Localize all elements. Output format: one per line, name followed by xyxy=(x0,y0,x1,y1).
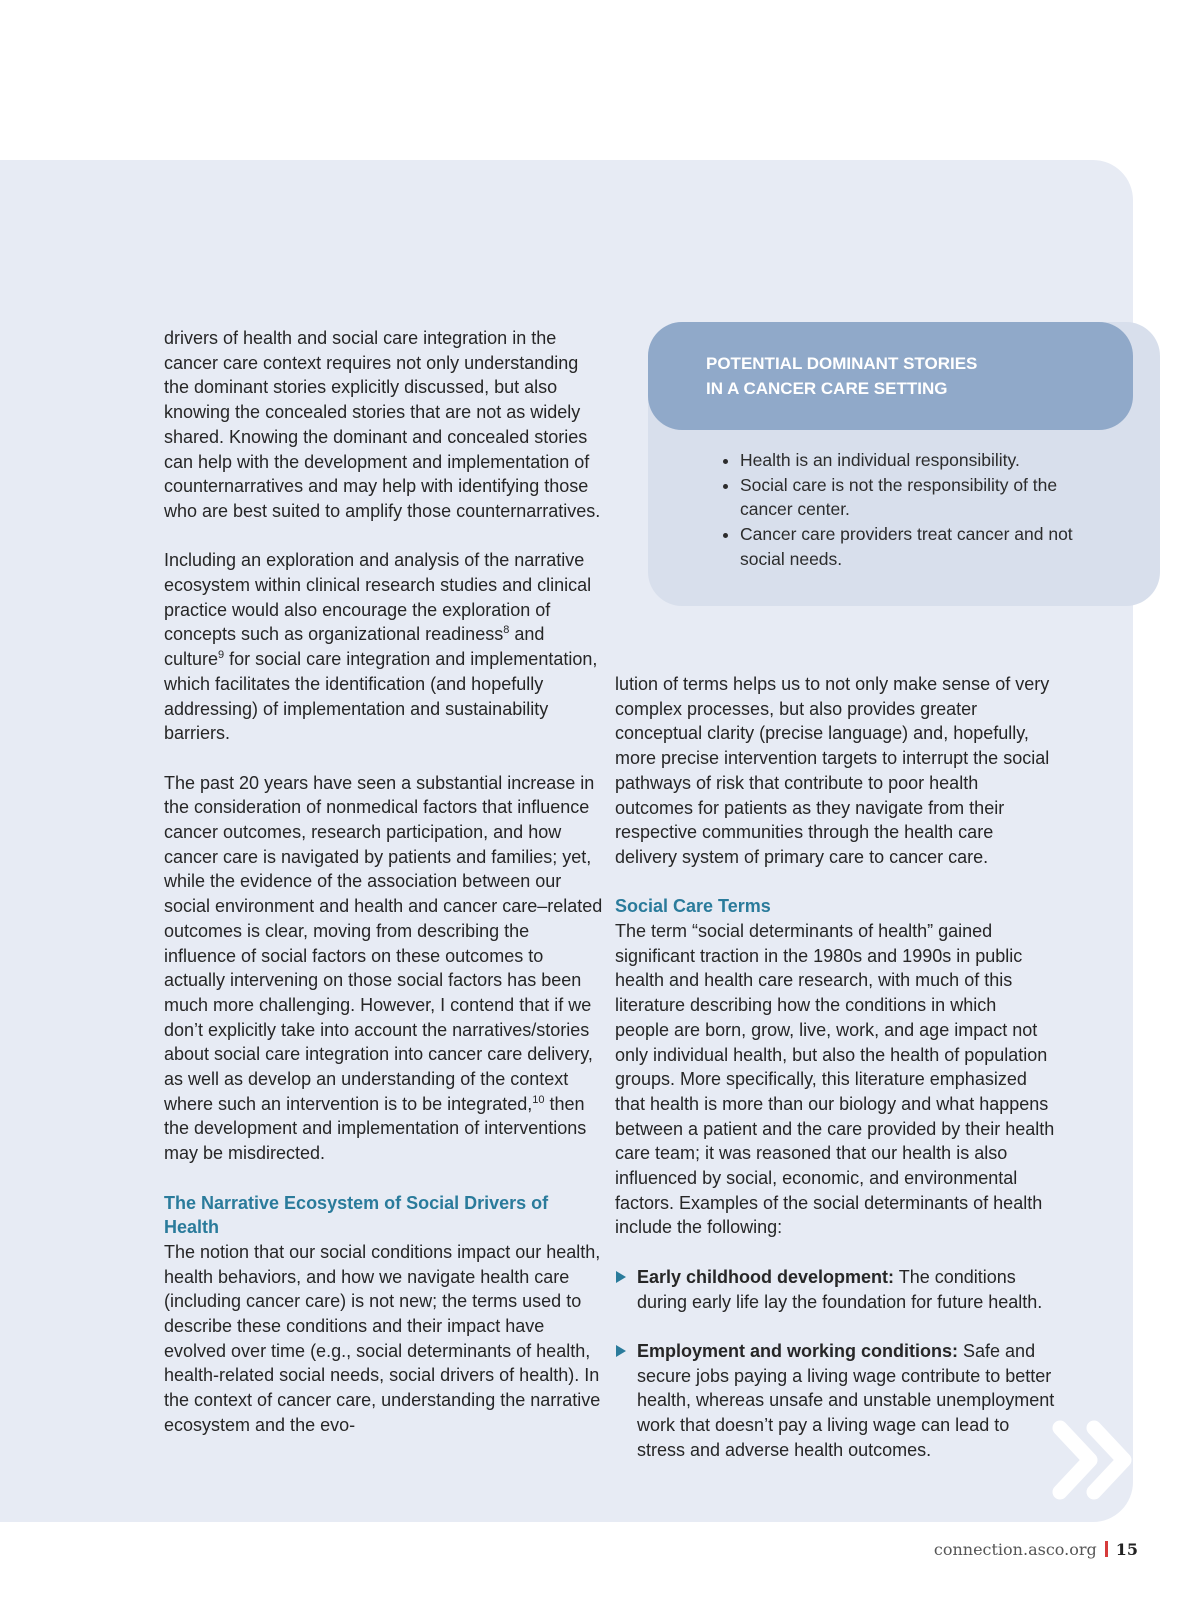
left-column xyxy=(164,326,604,1438)
sidebar-header xyxy=(648,322,1133,430)
text-run: Including an exploration and analysis of the narrative ecosystem within clinical research studies and clinical practice would also encourage the exploration of concepts such as organizational readiness xyxy=(164,550,592,645)
text-run: for social care integration and implementation, which facilitates the identification (and hopefully addressing) of implementation and sustainability barriers. xyxy=(164,649,598,744)
left-paragraph-4: The notion that our social conditions impact our health, health behaviors, and how we navigate health care (including cancer care) is not new; the terms used to describe these conditions and their impact have evolved over time (e.g., social determinants of health, health-related social needs, social drivers of health). In the context of cancer care, understanding the narrative ecosystem and the evo- xyxy=(164,1241,601,1435)
bullet-term: Early childhood development: xyxy=(637,1266,895,1287)
footer-site: connection.asco.org xyxy=(933,1540,1097,1559)
footnote-ref: 9 xyxy=(218,649,225,662)
triangle-bullet-icon xyxy=(616,1271,626,1283)
bullet-text: Safe and secure jobs paying a living wage contribute to better health, whereas unsafe and unstable unemployment work that doesn’t pay a living wage can lead to stress and adverse health outcomes. xyxy=(637,1340,1055,1460)
bullet-text: The conditions during early life lay the foundation for future health. xyxy=(637,1266,1043,1312)
triangle-bullet-icon xyxy=(616,1345,626,1357)
double-chevron-right-icon xyxy=(1052,1420,1142,1500)
sidebar-list-item: • Cancer care providers treat cancer and not social needs. xyxy=(740,522,1100,571)
list-item xyxy=(615,1339,1055,1463)
bullet-term: Employment and working conditions: xyxy=(637,1340,959,1361)
determinants-list xyxy=(615,1265,1055,1463)
footnote-ref: 10 xyxy=(532,1093,545,1106)
footnote-ref: 8 xyxy=(503,624,510,637)
text-run: The past 20 years have seen a substantial increase in the consideration of nonmedical factors that influence cancer outcomes, research participation, and how cancer care is navigated by patients and families; yet, while the evidence of the association between our social environment and health and cancer care–related outcomes is clear, moving from describing the influence of social factors on these outcomes to actually intervening on those social factors has been much more challenging. However, I contend that if we don’t explicitly take into account the narratives/stories about social care integration into cancer care delivery, as well as develop an understanding of the context where such an intervention is to be integrated, xyxy=(164,772,603,1114)
page-number: 15 xyxy=(1115,1540,1138,1559)
list-item xyxy=(615,1265,1055,1314)
left-paragraph-2 xyxy=(164,548,604,746)
text-run: then the development and implementation of interventions may be misdirected. xyxy=(164,1093,587,1164)
section-heading: The Narrative Ecosystem of Social Drivers of Health xyxy=(164,1192,549,1238)
sidebar-list-item: • Social care is not the responsibility of the cancer center. xyxy=(740,473,1100,522)
page-footer xyxy=(934,1540,1138,1559)
sidebar-title-line: POTENTIAL DOMINANT STORIES xyxy=(706,354,978,373)
sidebar-box xyxy=(648,322,1160,606)
right-column xyxy=(615,672,1055,1462)
left-paragraph-1: drivers of health and social care integration in the cancer care context requires not only understanding the dominant stories explicitly discussed, but also knowing the concealed stories that are not as widely shared. Knowing the dominant and concealed stories can help with the development and implementation of counternarratives and may help with identifying those who are best suited to amplify those counternarratives. xyxy=(164,328,601,521)
section-heading: Social Care Terms xyxy=(615,896,771,917)
footer-divider xyxy=(1105,1541,1108,1557)
sidebar-list xyxy=(720,448,1100,572)
sidebar-title-line: IN A CANCER CARE SETTING xyxy=(706,378,948,398)
right-paragraph-1: lution of terms helps us to not only make sense of very complex processes, but also provides greater conceptual clarity (precise language) and, hopefully, more precise intervention targets to interrupt the social pathways of risk that contribute to poor health outcomes for patients as they navigate from their respective communities through the health care delivery system of primary care to cancer care. xyxy=(615,674,1050,867)
list-spacer xyxy=(615,1314,1055,1339)
sidebar-title xyxy=(706,352,1026,401)
right-paragraph-2: The term “social determinants of health” gained significant traction in the 1980s and 1990s in public health and health care research, with much of this literature describing how the conditions in which people are born, grow, live, work, and age impact not only individual health, but also the health of population groups. More specifically, this literature emphasized that health is more than our biology and what happens between a patient and the care provided by their health care team; it was reasoned that our health is also influenced by social, economic, and environmental factors. Examples of the social determinants of health include the following: xyxy=(615,921,1055,1238)
text-run: and culture xyxy=(164,624,545,670)
sidebar-list-item: • Health is an individual responsibility. xyxy=(740,448,1100,473)
left-paragraph-3 xyxy=(164,771,604,1166)
